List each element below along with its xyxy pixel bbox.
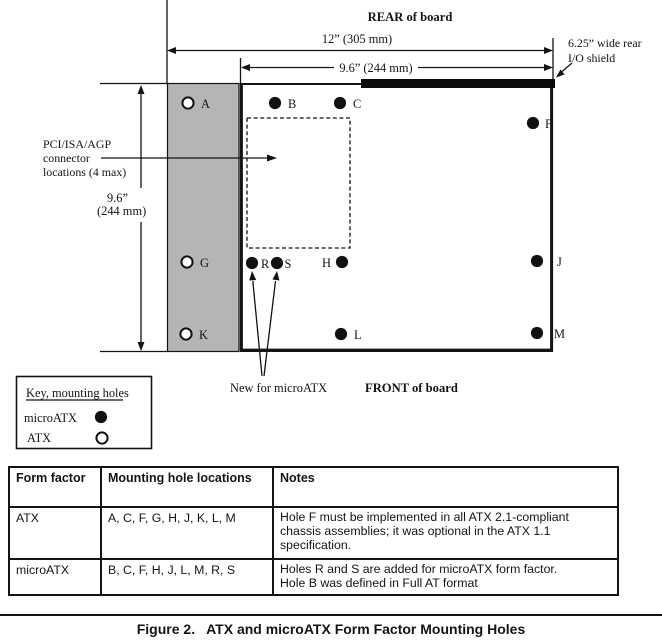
legend-item-atx-label: ATX bbox=[27, 431, 52, 445]
caption-rule bbox=[0, 614, 662, 616]
hole-label-J: J bbox=[557, 255, 562, 269]
mounting-hole-K bbox=[180, 328, 191, 339]
hole-label-R: R bbox=[261, 257, 270, 271]
new-for-microatx-label: New for microATX bbox=[230, 381, 328, 395]
figure-caption-title: ATX and microATX Form Factor Mounting Holes bbox=[206, 621, 526, 637]
chassis-mounting-strip bbox=[168, 84, 240, 352]
table-header-row bbox=[9, 467, 618, 507]
rear-io-shield-bar bbox=[361, 79, 555, 88]
atx-notes-line3: specification. bbox=[280, 537, 352, 552]
microatx-form-factor-cell: microATX bbox=[9, 559, 101, 595]
dimension-9-6in-vertical bbox=[97, 85, 146, 351]
mounting-hole-S bbox=[271, 257, 283, 269]
mounting-hole-M bbox=[531, 327, 543, 339]
dimension-height-mm-label: (244 mm) bbox=[97, 204, 147, 218]
pci-note-line3: locations (4 max) bbox=[43, 165, 127, 179]
mounting-hole-F bbox=[527, 117, 539, 129]
mounting-hole-L bbox=[335, 328, 347, 340]
arrowhead-right-icon bbox=[544, 64, 553, 71]
header-mounting-hole-locations: Mounting hole locations bbox=[101, 467, 273, 507]
dimension-12in-label: 12” (305 mm) bbox=[321, 32, 393, 46]
arrowhead-up-icon bbox=[138, 85, 145, 94]
figure-caption bbox=[0, 621, 662, 637]
atx-notes-line2: chassis assemblies; it was optional in the ATX 1.1 bbox=[280, 523, 551, 538]
pci-note-line1: PCI/ISA/AGP bbox=[43, 137, 112, 151]
mounting-hole-G bbox=[181, 256, 192, 267]
hole-label-A: A bbox=[201, 97, 210, 111]
hole-label-B: B bbox=[288, 97, 297, 111]
atx-form-factor-cell: ATX bbox=[9, 507, 101, 559]
form-factor-table bbox=[8, 466, 619, 596]
arrowhead-left-icon bbox=[241, 64, 250, 71]
legend-item-microatx-label: microATX bbox=[24, 411, 77, 425]
hole-label-K: K bbox=[199, 328, 208, 342]
io-shield-note bbox=[556, 36, 642, 78]
front-of-board-label: FRONT of board bbox=[365, 381, 458, 395]
mounting-hole-H bbox=[336, 256, 348, 268]
arrowhead-right-icon bbox=[544, 47, 553, 54]
figure-caption-number: Figure 2. bbox=[136, 621, 196, 637]
pci-note-line2: connector bbox=[43, 151, 90, 165]
dimension-height-in-label: 9.6” bbox=[107, 191, 128, 205]
dimension-12in bbox=[167, 32, 553, 54]
hole-label-L: L bbox=[354, 328, 362, 342]
atx-notes-cell bbox=[273, 507, 618, 559]
io-shield-note-line2: I/O shield bbox=[568, 51, 616, 65]
legend-key-box bbox=[17, 377, 152, 449]
microatx-locations-cell: B, C, F, H, J, L, M, R, S bbox=[101, 559, 273, 595]
mounting-hole-B bbox=[269, 97, 281, 109]
table-row-atx bbox=[9, 507, 618, 559]
hole-label-S: S bbox=[284, 257, 292, 271]
board-area bbox=[240, 83, 553, 351]
hole-label-G: G bbox=[200, 256, 209, 270]
arrowhead-down-icon bbox=[138, 342, 145, 351]
mounting-hole-A bbox=[182, 97, 193, 108]
atx-locations-cell: A, C, F, G, H, J, K, L, M bbox=[101, 507, 273, 559]
mounting-hole-C bbox=[334, 97, 346, 109]
microatx-notes-cell bbox=[273, 559, 618, 595]
microatx-notes-line2: Hole B was defined in Full AT format bbox=[280, 575, 478, 590]
legend-microatx-marker-icon bbox=[95, 411, 107, 423]
legend-atx-marker-icon bbox=[96, 432, 107, 443]
mounting-hole-J bbox=[531, 255, 543, 267]
legend-title: Key, mounting holes bbox=[26, 386, 129, 400]
hole-label-H: H bbox=[322, 256, 331, 270]
dimension-9-6in-horizontal bbox=[241, 61, 553, 75]
microatx-notes-line1: Holes R and S are added for microATX form factor. bbox=[280, 562, 558, 576]
io-shield-note-line1: 6.25” wide rear bbox=[568, 36, 642, 50]
table-row-microatx bbox=[9, 559, 618, 595]
hole-label-F: F bbox=[545, 117, 552, 131]
mounting-hole-R bbox=[246, 257, 258, 269]
header-form-factor: Form factor bbox=[9, 467, 101, 507]
rear-of-board-label: REAR of board bbox=[367, 10, 453, 24]
hole-label-M: M bbox=[554, 327, 566, 341]
atx-notes-line1: Hole F must be implemented in all ATX 2.1-compliant bbox=[280, 510, 569, 524]
arrowhead-left-icon bbox=[167, 47, 176, 54]
dimension-9-6in-label: 9.6” (244 mm) bbox=[339, 61, 413, 75]
hole-label-C: C bbox=[353, 97, 362, 111]
header-notes: Notes bbox=[273, 467, 618, 507]
